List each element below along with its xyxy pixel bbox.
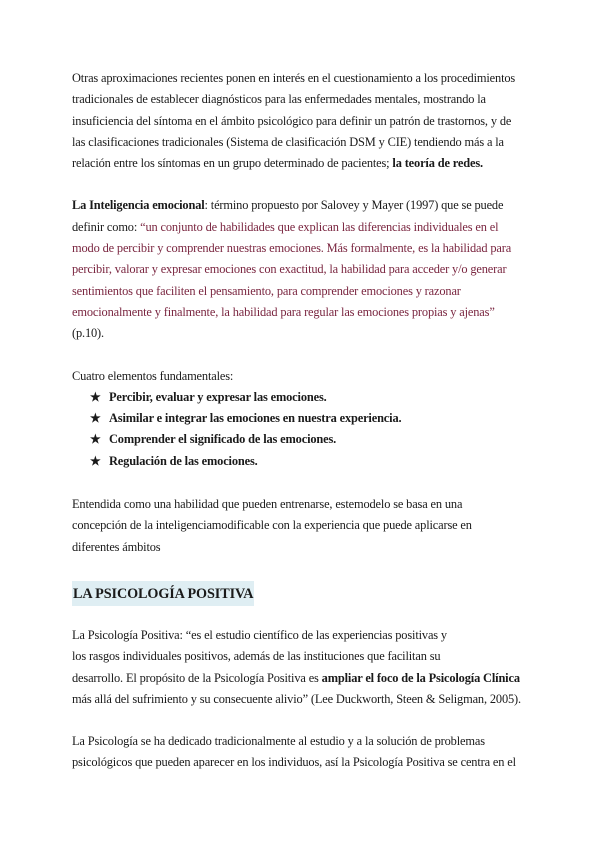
text-line: Otras aproximaciones recientes ponen en interés en el cuestionamiento a los procedimientos [72, 71, 516, 85]
text-line: concepción de la inteligenciamodificable con la experiencia que puede aplicarse en [72, 518, 472, 533]
text-line: tradicionales de establecer diagnósticos para las enfermedades mentales, mostrando la [72, 92, 486, 107]
list-intro: Cuatro elementos fundamentales: [72, 368, 234, 383]
list-item-text: Asimilar e integrar las emociones en nuestra experiencia. [109, 411, 402, 426]
list-item-text: Regulación de las emociones. [109, 453, 258, 468]
text-line: insuficiencia del síntoma en el ámbito psicológico para definir un patrón de trastornos, y de [72, 113, 512, 128]
list-item [90, 451, 530, 472]
list-item [90, 429, 530, 450]
star-icon: ★ [90, 432, 101, 447]
text-line: psicológicos que pueden aparecer en los individuos, así la Psicología Positiva se centra en el [72, 755, 516, 770]
text-line: Entendida como una habilidad que pueden entrenarse, estemodelo se basa en una [72, 497, 463, 512]
text-line: más allá del sufrimiento y su consecuente alivio” (Lee Duckworth, Steen & Seligman, 2005). [72, 691, 521, 706]
quote-line: modo de percibir y comprender nuestras emociones. Más formalmente, es la habilidad para [72, 241, 512, 256]
text-line [72, 153, 530, 174]
quote-line: sentimientos que faciliten el pensamiento, para comprender emociones y razonar [72, 283, 461, 298]
text-line: las clasificaciones tradicionales (Sistema de clasificación DSM y CIE) tendiendo más a la [72, 134, 504, 149]
star-icon: ★ [90, 453, 101, 468]
text-span: definir como: [72, 219, 141, 234]
paragraph-psicologia-positiva [72, 625, 530, 710]
list-item [90, 408, 530, 429]
text-line: los rasgos individuales positivos, además de las instituciones que facilitan su [72, 649, 441, 664]
star-bullet-list [72, 387, 530, 472]
text-span: relación entre los síntomas en un grupo determinado de pacientes; [72, 156, 393, 171]
text-line: diferentes ámbitos [72, 539, 161, 554]
text-line [72, 217, 530, 238]
text-line [72, 195, 530, 216]
text-span: : término propuesto por Salovey y Mayer (1997) que se puede [204, 198, 504, 213]
paragraph-habilidad [72, 494, 530, 558]
quote-line: percibir, valorar y expresar emociones con exactitud, la habilidad para acceder y/o generar [72, 262, 507, 277]
list-item [90, 387, 530, 408]
citation: (p.10). [72, 326, 104, 341]
list-item-text: Comprender el significado de las emociones. [109, 432, 337, 447]
text-span: desarrollo. El propósito de la Psicología Positiva es [72, 670, 322, 685]
bold-term: la teoría de redes. [392, 156, 483, 171]
text-line: La Psicología se ha dedicado tradicionalmente al estudio y a la solución de problemas [72, 734, 485, 749]
section-heading: LA PSICOLOGÍA POSITIVA [72, 581, 254, 606]
text-line: La Psicología Positiva: “es el estudio científico de las experiencias positivas y [72, 627, 447, 642]
quote-text: “un conjunto de habilidades que explican las diferencias individuales en el [140, 219, 499, 234]
paragraph-redes [72, 68, 530, 174]
star-icon: ★ [90, 411, 101, 426]
quote-line: emocionalmente y finalmente, la habilidad para regular las emociones propias y ajenas” [72, 304, 495, 319]
text-line [72, 668, 530, 689]
paragraph-psicologia-tradicional [72, 731, 530, 774]
paragraph-inteligencia-emocional [72, 195, 530, 344]
elements-list-block [72, 366, 530, 472]
list-item-text: Percibir, evaluar y expresar las emociones. [109, 389, 327, 404]
star-icon: ★ [90, 389, 101, 404]
bold-term: ampliar el foco de la Psicología Clínica [321, 670, 520, 685]
bold-term: La Inteligencia emocional [72, 198, 205, 213]
